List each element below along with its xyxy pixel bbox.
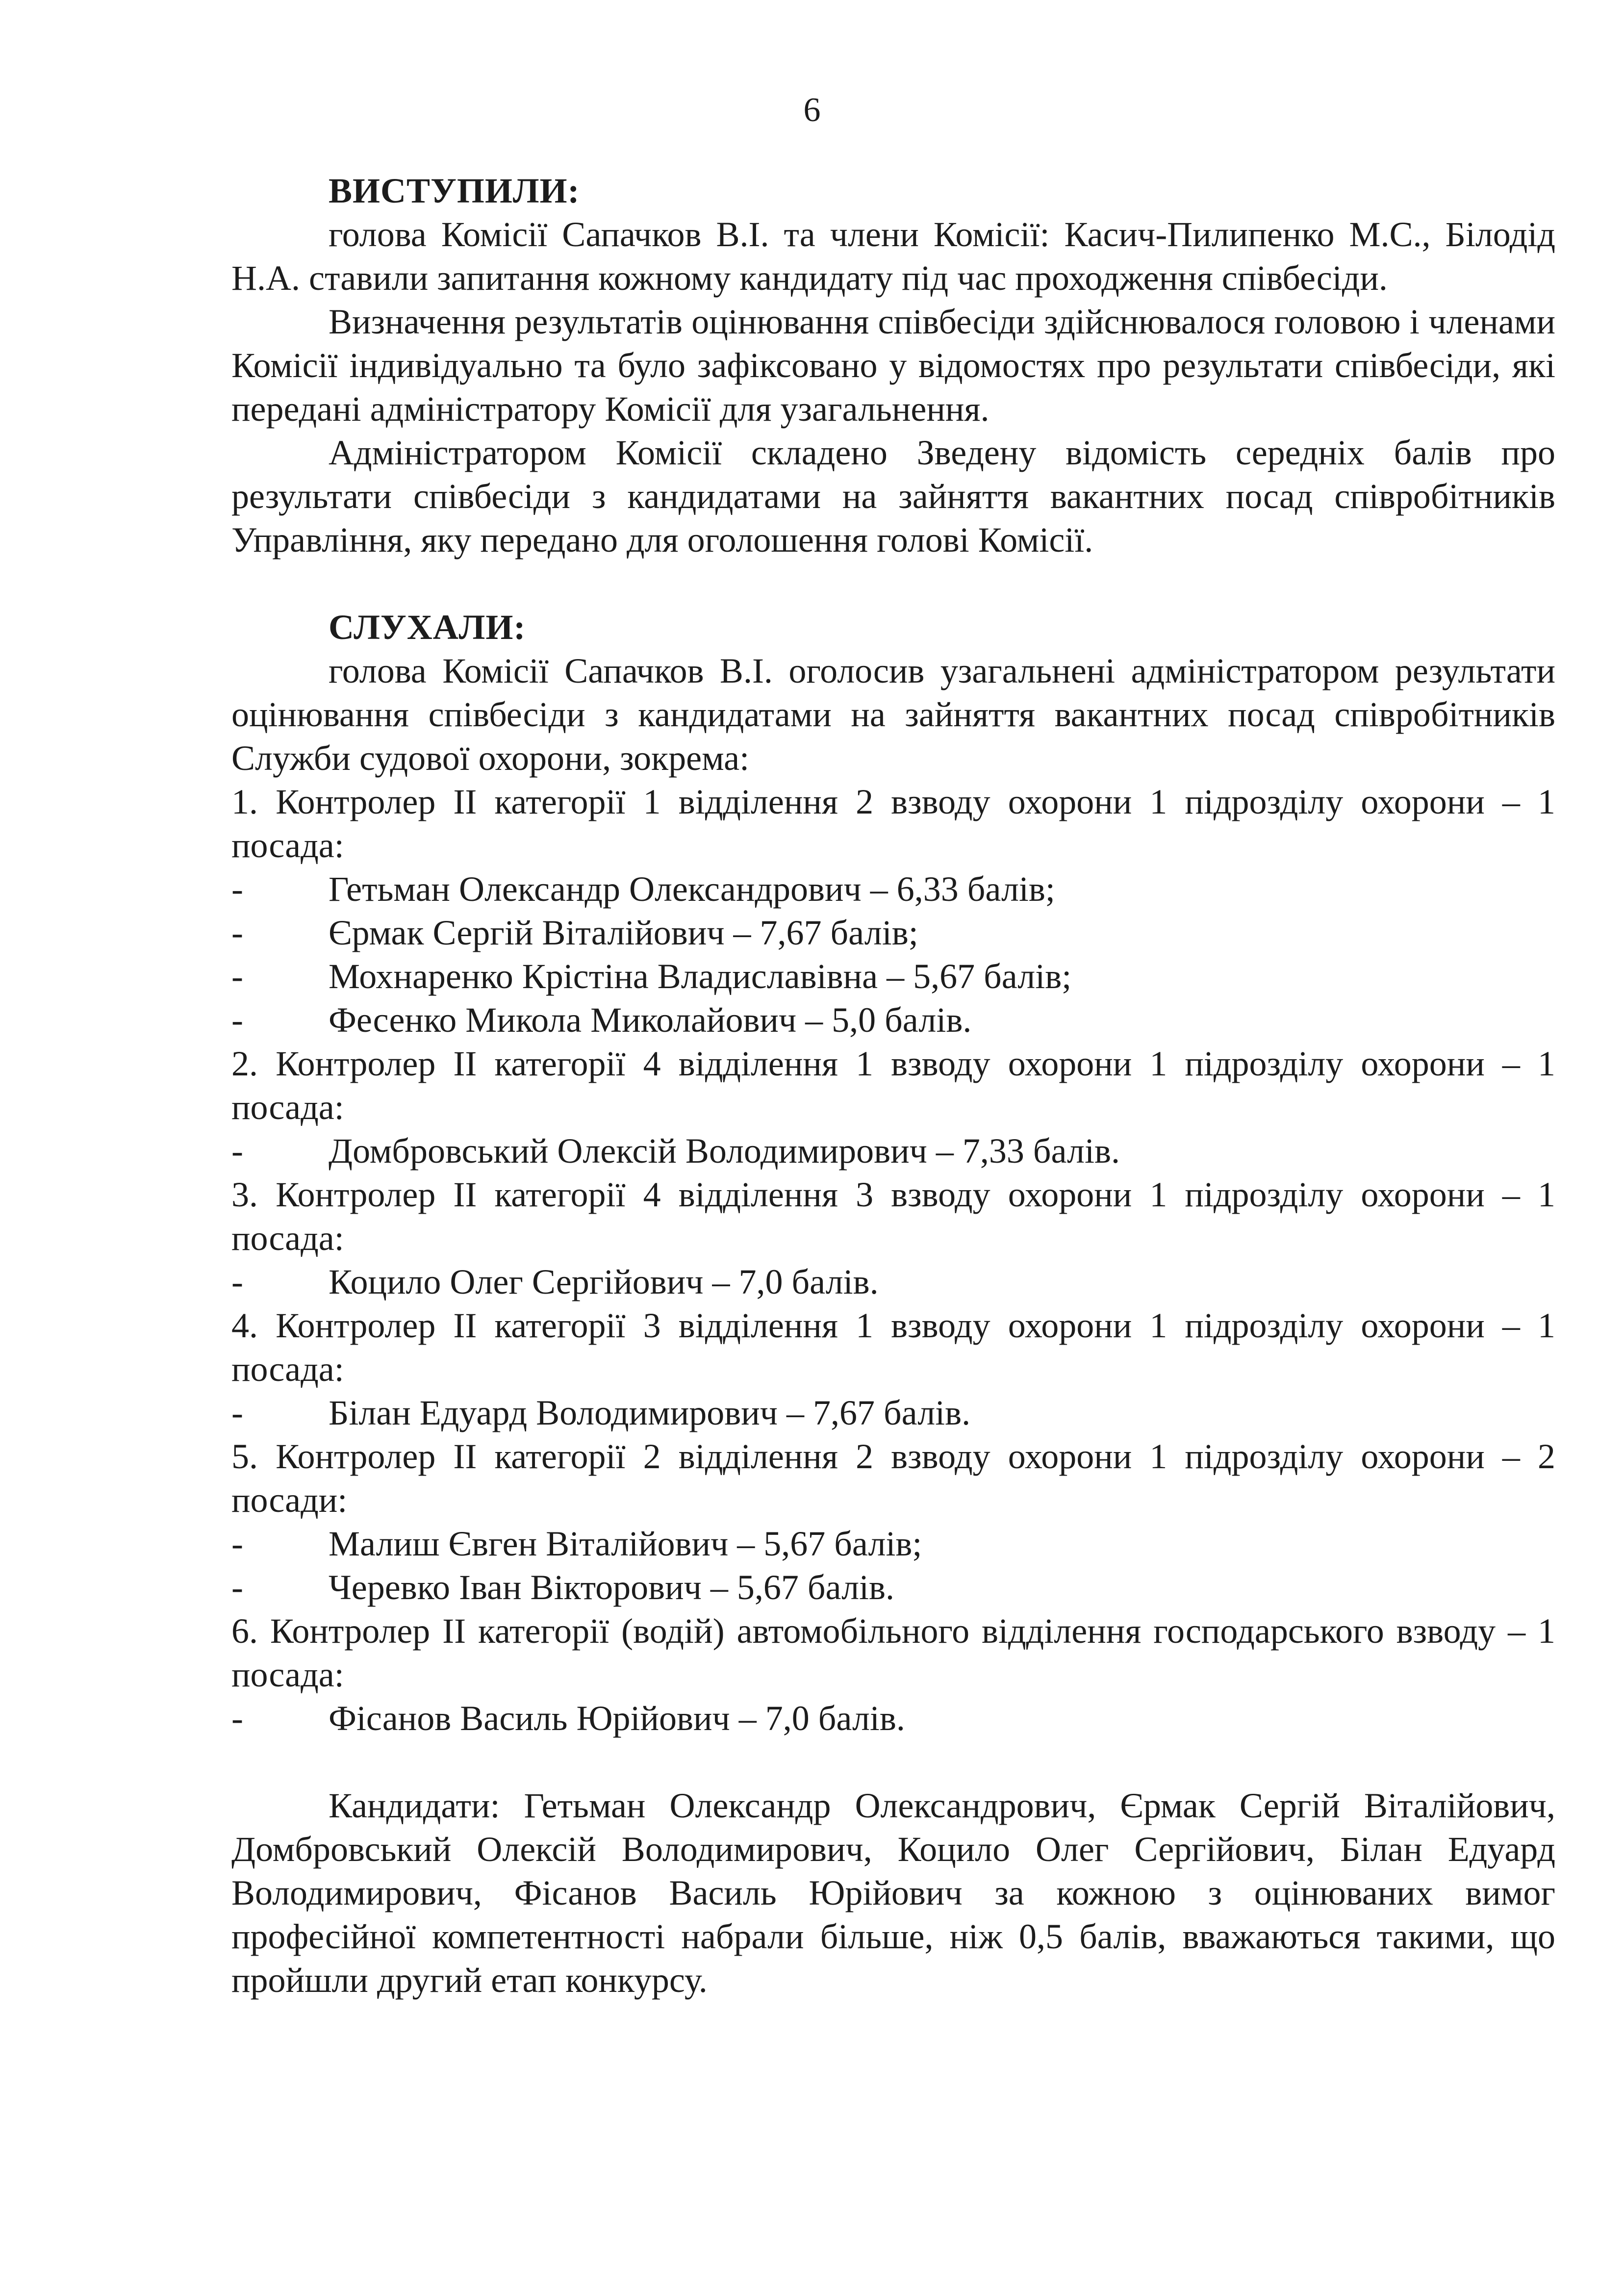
position-item (231, 1435, 1555, 1609)
dash-marker: - (231, 957, 243, 996)
section-heading-vystupyly: ВИСТУПИЛИ: (329, 171, 580, 210)
candidate-entry: Мохнаренко Крістіна Владиславівна – 5,67 балів; (329, 957, 1072, 996)
dash-marker: - (231, 1000, 243, 1040)
paragraph: голова Комісії Сапачков В.І. та члени Комісії: Касич-Пилипенко М.С., Білодід Н.А. ставили запитання кожному кандидату під час проходження співбесіди. (231, 215, 1555, 298)
candidate-entry: Білан Едуард Володимирович – 7,67 балів. (329, 1393, 971, 1432)
position-item (231, 1173, 1555, 1304)
dash-marker: - (231, 1262, 243, 1301)
candidate-line (231, 867, 1555, 911)
candidate-entry: Домбровський Олексій Володимирович – 7,33 балів. (329, 1131, 1120, 1171)
document-body (231, 169, 1555, 2002)
candidate-line (231, 955, 1555, 998)
candidate-line (231, 1260, 1555, 1304)
dash-marker: - (231, 1524, 243, 1563)
position-item (231, 1042, 1555, 1173)
spacer (231, 1740, 1555, 1784)
page-number: 6 (803, 91, 821, 129)
conclusion-paragraph: Кандидати: Гетьман Олександр Олександрович, Єрмак Сергій Віталійович, Домбровський Олексій Володимирович, Коцило Олег Сергійович, Білан Едуард Володимирович, Фісанов Василь Юрійович за кожною з оцінюваних вимог професійної компетентності набрали більше, ніж 0,5 балів, вважаються такими, що пройшли другий етап конкурсу. (231, 1786, 1555, 2000)
candidate-entry: Малиш Євген Віталійович – 5,67 балів; (329, 1524, 922, 1563)
candidate-entry: Черевко Іван Вікторович – 5,67 балів. (329, 1568, 895, 1607)
paragraph: Визначення результатів оцінювання співбесіди здійснювалося головою і членами Комісії індивідуально та було зафіксовано у відомостях про результати співбесіди, які передані адміністратору Комісії для узагальнення. (231, 302, 1555, 429)
position-title: 4. Контролер ІІ категорії 3 відділення 1 взводу охорони 1 підрозділу охорони – 1 посада: (231, 1306, 1555, 1389)
candidate-line (231, 1391, 1555, 1435)
position-title: 2. Контролер ІІ категорії 4 відділення 1 взводу охорони 1 підрозділу охорони – 1 посада: (231, 1044, 1555, 1127)
dash-marker: - (231, 1568, 243, 1607)
dash-marker: - (231, 913, 243, 952)
candidate-line (231, 911, 1555, 955)
paragraph: голова Комісії Сапачков В.І. оголосив узагальнені адміністратором результати оцінювання співбесіди з кандидатами на зайняття вакантних посад співробітників Служби судової охорони, зокрема: (231, 651, 1555, 778)
dash-marker: - (231, 1393, 243, 1432)
position-item (231, 1609, 1555, 1740)
position-title: 3. Контролер ІІ категорії 4 відділення 3 взводу охорони 1 підрозділу охорони – 1 посада: (231, 1175, 1555, 1258)
candidate-entry: Гетьман Олександр Олександрович – 6,33 балів; (329, 869, 1055, 909)
position-title: 1. Контролер ІІ категорії 1 відділення 2 взводу охорони 1 підрозділу охорони – 1 посада: (231, 782, 1555, 865)
position-title: 5. Контролер ІІ категорії 2 відділення 2 взводу охорони 1 підрозділу охорони – 2 посади: (231, 1437, 1555, 1520)
candidate-line (231, 998, 1555, 1042)
candidate-entry: Єрмак Сергій Віталійович – 7,67 балів; (329, 913, 918, 952)
candidate-line (231, 1566, 1555, 1609)
candidate-line (231, 1522, 1555, 1566)
spacer (231, 562, 1555, 606)
candidate-entry: Коцило Олег Сергійович – 7,0 балів. (329, 1262, 879, 1301)
dash-marker: - (231, 1699, 243, 1738)
dash-marker: - (231, 869, 243, 909)
position-item (231, 780, 1555, 1042)
candidate-line (231, 1697, 1555, 1740)
position-item (231, 1304, 1555, 1435)
candidate-line (231, 1129, 1555, 1173)
dash-marker: - (231, 1131, 243, 1171)
paragraph: Адміністратором Комісії складено Зведену відомість середніх балів про результати співбесіди з кандидатами на зайняття вакантних посад співробітників Управління, яку передано для оголошення голові Комісії. (231, 433, 1555, 560)
section-heading-slukhaly: СЛУХАЛИ: (329, 608, 526, 647)
positions-list (231, 780, 1555, 1740)
position-title: 6. Контролер ІІ категорії (водій) автомобільного відділення господарського взводу – 1 посада: (231, 1611, 1555, 1694)
candidate-entry: Фесенко Микола Миколайович – 5,0 балів. (329, 1000, 972, 1040)
candidate-entry: Фісанов Василь Юрійович – 7,0 балів. (329, 1699, 905, 1738)
